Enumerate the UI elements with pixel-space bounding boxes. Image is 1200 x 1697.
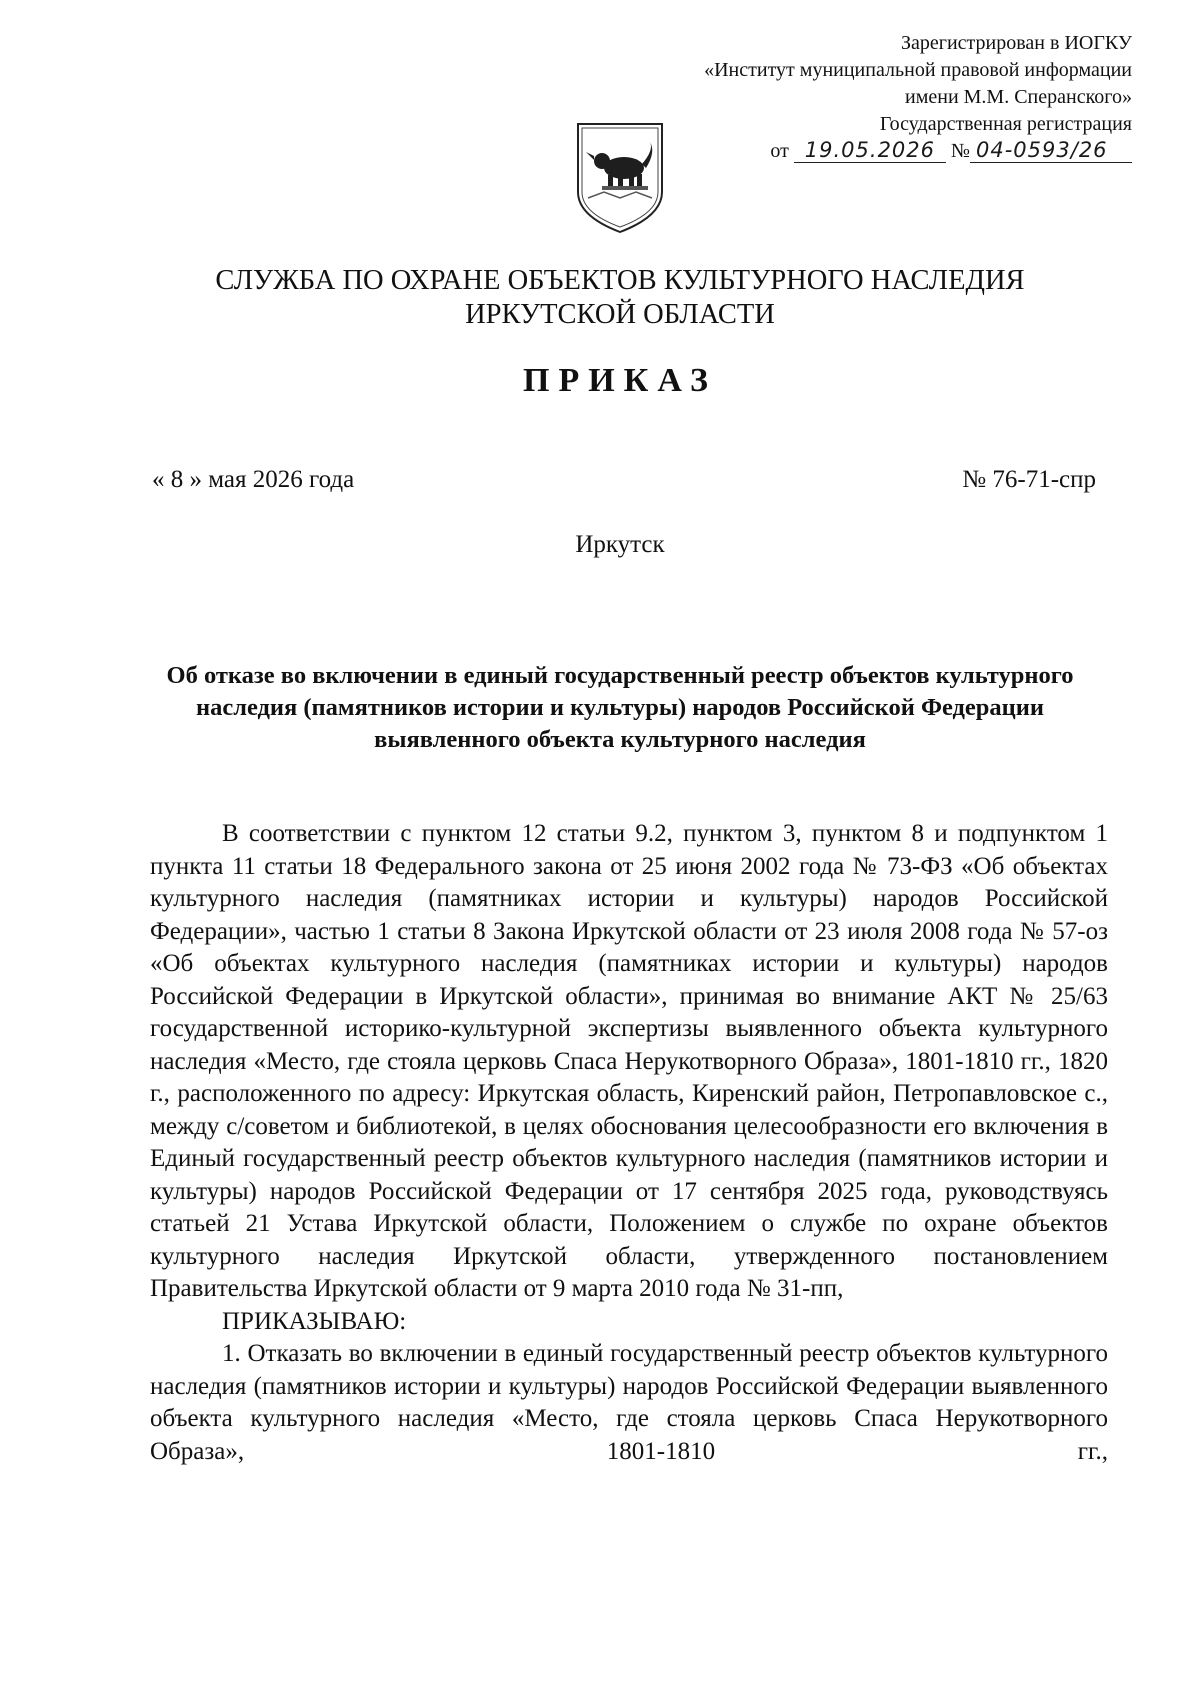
registration-line-3: имени М.М. Сперанского» (905, 86, 1132, 108)
registration-line-1: Зарегистрирован в ИОГКУ (901, 32, 1132, 54)
registration-stamp (704, 30, 1132, 165)
document-body (150, 818, 1108, 1468)
document-number: № 76-71-спр (962, 466, 1096, 493)
order-word: ПРИКАЗЫВАЮ: (222, 1307, 407, 1335)
coat-of-arms-icon (572, 120, 668, 236)
order-item-1: 1. Отказать во включении в единый государственный реестр объектов культурного наследия (памятников истории и культуры) народов Российской Федерации выявленного объекта культурного наследия «Место, где стояла церковь Спаса Нерукотворного Образа», 1801-1810 гг., (150, 1340, 1108, 1465)
document-type: ПРИКАЗ (523, 362, 717, 399)
registration-number-label: № (950, 140, 970, 162)
registration-number-handwritten: 04-0593/26 (970, 138, 1132, 163)
organization-line-2: ИРКУТСКОЙ ОБЛАСТИ (465, 299, 775, 330)
registration-details (704, 138, 1132, 165)
registration-date-handwritten: 19.05.2026 (794, 138, 946, 163)
registration-from-label: от (770, 140, 789, 162)
document-city: Иркутск (575, 531, 665, 558)
registration-line-2: «Институт муниципальной правовой информации (704, 59, 1132, 81)
paragraph-preamble: В соответствии с пунктом 12 статьи 9.2, пунктом 3, пунктом 8 и подпунктом 1 пункта 11 статьи 18 Федерального закона от 25 июня 2002 года № 73-ФЗ «Об объектах культурного наследия (памятниках истории и культуры) народов Российской Федерации», частью 1 статьи 8 Закона Иркутской области от 23 июля 2008 года № 57-оз «Об объектах культурного наследия (памятниках истории и культуры) народов Российской Федерации в Иркутской области», принимая во внимание АКТ № 25/63 государственной историко-культурной экспертизы выявленного объекта культурного наследия «Место, где стояла церковь Спаса Нерукотворного Образа», 1801-1810 гг., 1820 г., расположенного по адресу: Иркутская область, Киренский район, Петропавловское с., между с/советом и библиотекой, в целях обоснования целесообразности его включения в Единый государственный реестр объектов культурного наследия (памятников истории и культуры) народов Российской Федерации от 17 сентября 2025 года, руководствуясь статьей 21 Устава Иркутской области, Положением о службе по охране объектов культурного наследия Иркутской области, утвержденного постановлением Правительства Иркутской области от 9 марта 2010 года № 31-пп, (150, 820, 1108, 1302)
document-date: « 8 » мая 2026 года (152, 466, 355, 493)
organization-line-1: СЛУЖБА ПО ОХРАНЕ ОБЪЕКТОВ КУЛЬТУРНОГО НАСЛЕДИЯ (215, 265, 1025, 296)
registration-line-4: Государственная регистрация (879, 113, 1132, 135)
organization-name (0, 264, 1200, 332)
document-title: Об отказе во включении в единый государственный реестр объектов культурного наследия (памятников истории и культуры) народов Российской Федерации выявленного объекта культурного наследия (166, 662, 1074, 753)
